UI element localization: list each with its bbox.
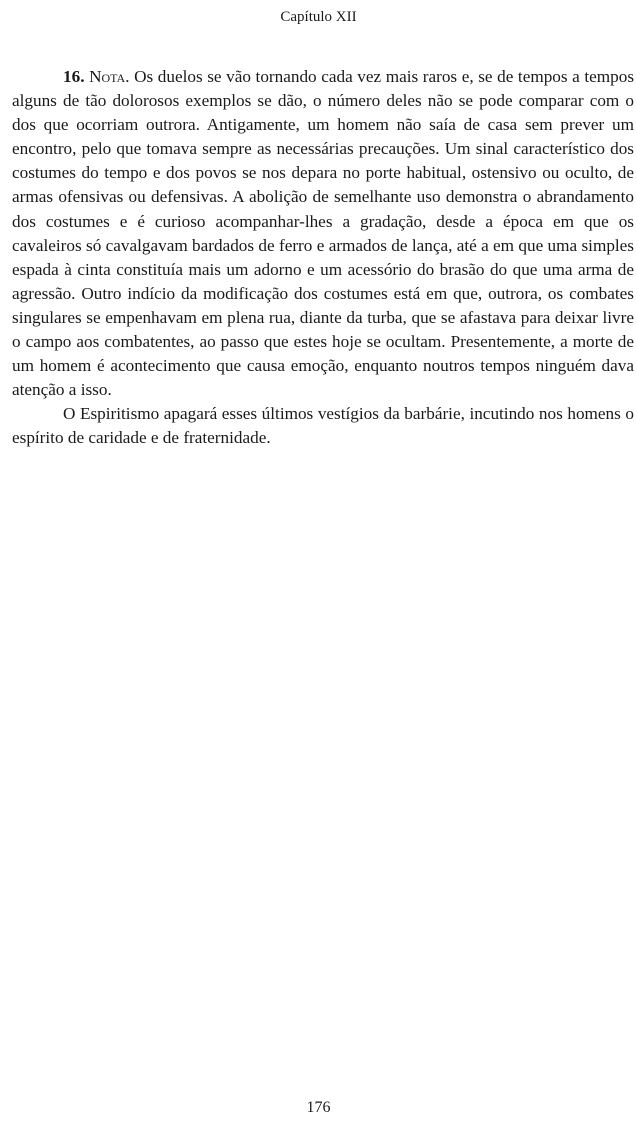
page-number: 176 bbox=[306, 1099, 331, 1116]
body-text bbox=[12, 65, 634, 451]
note-number: 16. bbox=[63, 67, 85, 86]
note-paragraph bbox=[12, 65, 634, 402]
note-label: Nota. bbox=[89, 67, 130, 86]
closing-paragraph: O Espiritismo apagará esses últimos vestígios da barbárie, incutindo nos homens o espírito de caridade e de fraternidade. bbox=[12, 404, 634, 448]
note-text: Os duelos se vão tornando cada vez mais raros e, se de tempos a tempos alguns de tão dolorosos exemplos se dão, o número deles não se pode comparar com o dos que ocorriam outrora. Antigamente, um homem não saía de casa sem prever um encontro, pelo que tomava sempre as necessárias precauções. Um sinal característico dos costumes do tempo e dos povos se nos depara no porte habitual, ostensivo ou oculto, de armas ofensivas ou defensivas. A abolição de semelhante uso demonstra o abrandamento dos costumes e é curioso acompanhar-lhes a gradação, desde a época em que os cavaleiros só cavalgavam bardados de ferro e armados de lança, até a em que uma simples espada à cinta constituía mais um adorno e um acessório do brasão do que uma arma de agressão. Outro indício da modificação dos costumes está em que, outrora, os combates singulares se empenhavam em plena rua, diante da turba, que se afastava para deixar livre o campo aos combatentes, ao passo que estes hoje se ocultam. Presentemente, a morte de um homem é acontecimento que causa emoção, enquanto noutros tempos ninguém dava atenção a isso. bbox=[12, 67, 635, 400]
running-head-title: Capítulo XII bbox=[280, 9, 357, 25]
